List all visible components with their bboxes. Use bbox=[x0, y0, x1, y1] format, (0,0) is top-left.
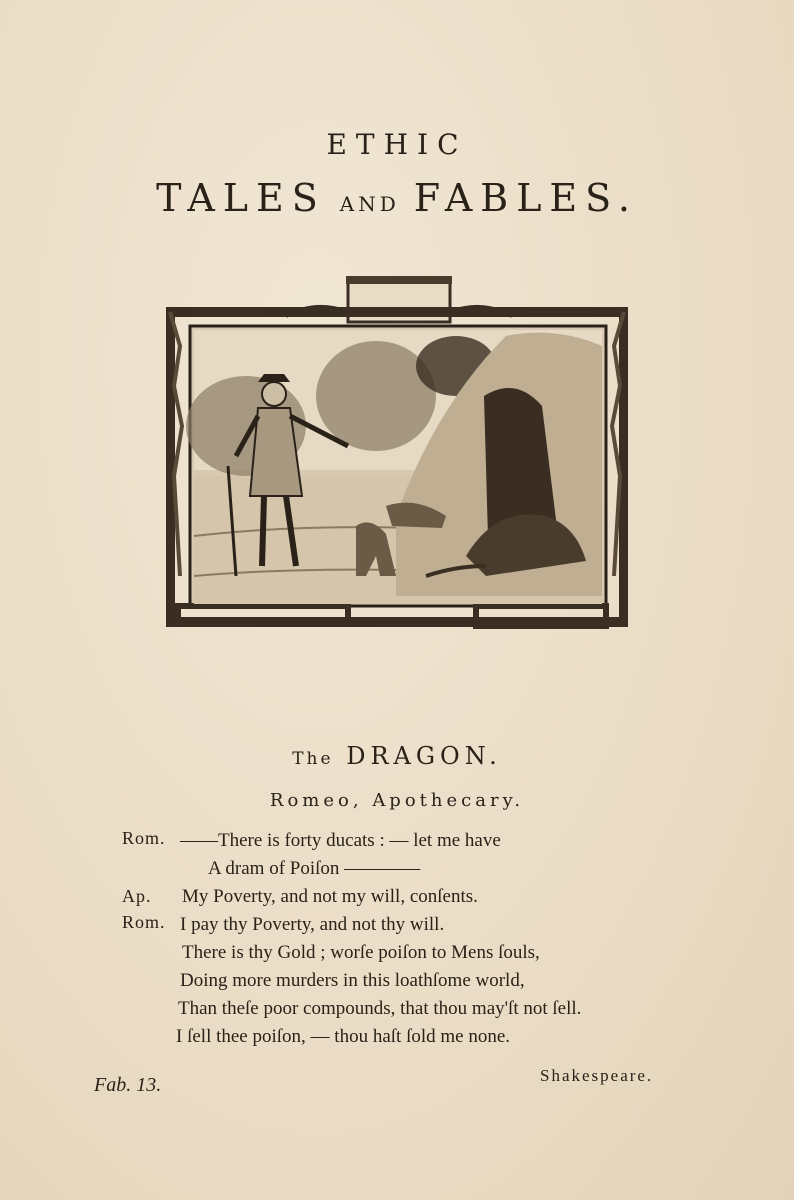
fable-number: Fab. 13. bbox=[94, 1074, 162, 1096]
author-attribution: Shakespeare. bbox=[540, 1066, 654, 1085]
fable-characters: Romeo, Apothecary. bbox=[269, 790, 525, 811]
verse-line: My Poverty, and not my will, conſents. bbox=[182, 886, 478, 907]
title-tales: TALES bbox=[156, 176, 326, 220]
dragon-engraving-illustration bbox=[166, 276, 628, 630]
verse-line: ——There is forty ducats : — let me have bbox=[180, 830, 501, 851]
verse-line: Doing more murders in this loathſome world, bbox=[180, 970, 525, 991]
title-fables: FABLES. bbox=[413, 176, 638, 220]
title-tales-and-fables bbox=[0, 176, 794, 220]
title-and: AND bbox=[339, 192, 400, 216]
verse-line: There is thy Gold ; worſe poiſon to Mens ſouls, bbox=[182, 942, 540, 963]
verse-line: I pay thy Poverty, and not thy will. bbox=[180, 914, 445, 935]
engraving-plate bbox=[166, 276, 628, 630]
title-ethic: ETHIC bbox=[326, 128, 468, 161]
verse-speaker: Rom. bbox=[122, 828, 166, 848]
verse-speaker: Ap. bbox=[122, 886, 152, 906]
verse-line: I ſell thee poiſon, — thou haſt ſold me none. bbox=[176, 1026, 511, 1047]
fable-title bbox=[0, 742, 794, 770]
fable-title-prefix: The bbox=[292, 749, 334, 769]
fable-title-main: DRAGON. bbox=[346, 742, 502, 770]
verse-line: A dram of Poiſon ———— bbox=[208, 858, 421, 879]
verse-speaker: Rom. bbox=[122, 912, 166, 932]
verse-line: Than theſe poor compounds, that thou may'ſt not ſell. bbox=[178, 998, 582, 1019]
